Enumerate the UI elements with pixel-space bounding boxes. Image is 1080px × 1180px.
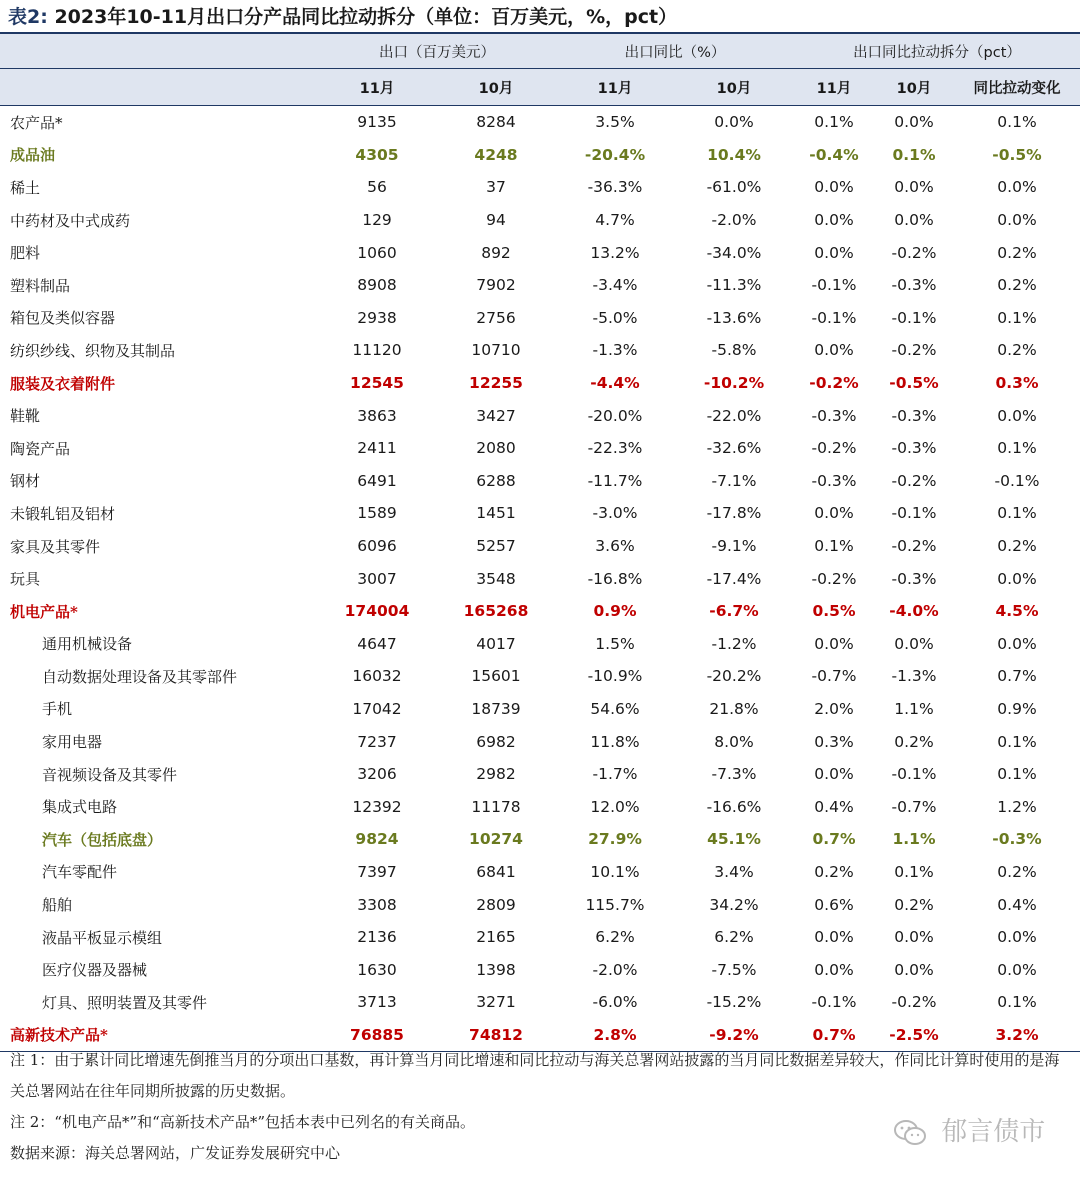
cell-value: 10274 (469, 830, 523, 849)
cell-value: 1.5% (595, 634, 635, 653)
table-row (0, 986, 1080, 1019)
cell-value: -5.0% (592, 308, 638, 327)
cell-value: 0.0% (997, 569, 1037, 588)
row-label: 家用电器 (42, 733, 103, 752)
row-label: 高新技术产品* (0, 1019, 318, 1052)
cell-value: 2165 (476, 928, 516, 947)
header-group-contribution: 出口同比拉动拆分（pct） (794, 34, 1080, 69)
cell-value: 2.8% (556, 1019, 674, 1052)
cell-value: 0.2% (997, 341, 1037, 360)
cell-value: 0.0% (894, 178, 934, 197)
table-row (0, 758, 1080, 791)
row-label: 集成式电路 (42, 798, 118, 817)
cell-value: -36.3% (587, 178, 643, 197)
cell-value: -6.0% (592, 993, 638, 1012)
row-label: 钢材 (10, 472, 41, 491)
cell-value: 4647 (357, 634, 397, 653)
cell-value: 174004 (344, 602, 410, 621)
cell-value: -4.0% (889, 602, 939, 621)
cell-value: 0.1% (997, 504, 1037, 523)
header-sub: 10月 (436, 69, 556, 106)
cell-value: 6.2% (595, 928, 635, 947)
cell-value: 0.0% (714, 113, 754, 132)
header-group-yoy: 出口同比（%） (556, 34, 794, 69)
cell-value: 4017 (476, 634, 516, 653)
table-row (0, 302, 1080, 335)
table-row (0, 367, 1080, 400)
table-row (0, 204, 1080, 237)
cell-value: -1.7% (592, 765, 638, 784)
cell-value: 0.1% (997, 308, 1037, 327)
cell-value: -1.2% (711, 634, 757, 653)
table-row (0, 269, 1080, 302)
cell-value: -2.0% (592, 960, 638, 979)
cell-value: -0.3% (891, 569, 937, 588)
cell-value: 0.7% (812, 830, 856, 849)
cell-value: 6096 (357, 537, 397, 556)
table-row (0, 465, 1080, 498)
cell-value: 3.2% (954, 1019, 1080, 1052)
cell-value: -9.2% (674, 1019, 794, 1052)
row-label: 肥料 (10, 244, 41, 263)
cell-value: 3548 (476, 569, 516, 588)
cell-value: 3427 (476, 406, 516, 425)
cell-value: 10.1% (590, 862, 640, 881)
cell-value: 17042 (352, 699, 402, 718)
row-label: 自动数据处理设备及其零部件 (42, 667, 238, 686)
table-title-text: 2023年10-11月出口分产品同比拉动拆分（单位：百万美元，%，pct） (54, 6, 678, 28)
cell-value: -2.5% (874, 1019, 954, 1052)
cell-value: 2136 (357, 928, 397, 947)
cell-value: 0.1% (997, 993, 1037, 1012)
cell-value: 165268 (463, 602, 529, 621)
table-number: 表2: (8, 6, 48, 28)
cell-value: 1589 (357, 504, 397, 523)
cell-value: -22.3% (587, 439, 643, 458)
cell-value: 11178 (471, 797, 521, 816)
table-row (0, 725, 1080, 758)
cell-value: -17.4% (706, 569, 762, 588)
table-row (0, 562, 1080, 595)
table-row (0, 628, 1080, 661)
cell-value: -0.2% (811, 439, 857, 458)
header-sub: 10月 (874, 69, 954, 106)
cell-value: -3.0% (592, 504, 638, 523)
cell-value: -0.1% (891, 504, 937, 523)
cell-value: 6491 (357, 471, 397, 490)
cell-value: 94 (486, 211, 506, 230)
cell-value: 1.2% (997, 797, 1037, 816)
cell-value: -0.3% (891, 406, 937, 425)
cell-value: -61.0% (706, 178, 762, 197)
cell-value: 45.1% (707, 830, 761, 849)
cell-value: 3.4% (714, 862, 754, 881)
row-label: 家具及其零件 (10, 537, 101, 556)
header-sub: 11月 (556, 69, 674, 106)
row-label: 汽车（包括底盘） (42, 830, 163, 849)
cell-value: -11.7% (587, 471, 643, 490)
cell-value: 0.0% (814, 960, 854, 979)
cell-value: -32.6% (706, 439, 762, 458)
cell-value: 0.7% (794, 1019, 874, 1052)
cell-value: 6.2% (714, 928, 754, 947)
cell-value: -20.2% (706, 667, 762, 686)
row-label: 服装及衣着附件 (10, 374, 116, 393)
cell-value: 2938 (357, 308, 397, 327)
note-1: 注 1：由于累计同比增速先倒推当月的分项出口基数，再计算当月同比增速和同比拉动与海关总署网站披露的当月同比数据差异较大，作同比计算时使用的是海关总署网站在往年同期所披露的历史数据。 (10, 1051, 1060, 1100)
cell-value: -22.0% (706, 406, 762, 425)
cell-value: -1.3% (592, 341, 638, 360)
cell-value: 3007 (357, 569, 397, 588)
cell-value: 74812 (436, 1019, 556, 1052)
header-blank (0, 34, 318, 69)
cell-value: -20.0% (587, 406, 643, 425)
cell-value: 27.9% (588, 830, 642, 849)
cell-value: -4.4% (590, 374, 640, 393)
row-label: 鞋靴 (10, 407, 41, 426)
cell-value: 21.8% (709, 699, 759, 718)
cell-value: 9824 (355, 830, 399, 849)
cell-value: 3271 (476, 993, 516, 1012)
cell-value: 3713 (357, 993, 397, 1012)
cell-value: -20.4% (584, 145, 646, 164)
header-blank (0, 69, 318, 106)
cell-value: -15.2% (706, 993, 762, 1012)
cell-value: 0.0% (814, 178, 854, 197)
cell-value: 6982 (476, 732, 516, 751)
cell-value: 0.2% (894, 895, 934, 914)
cell-value: 0.0% (997, 928, 1037, 947)
cell-value: -0.2% (891, 993, 937, 1012)
wechat-icon (893, 1119, 927, 1147)
table-row (0, 139, 1080, 172)
cell-value: 0.2% (997, 862, 1037, 881)
cell-value: 0.2% (997, 537, 1037, 556)
cell-value: 2756 (476, 308, 516, 327)
cell-value: -2.0% (711, 211, 757, 230)
data-source: 数据来源：海关总署网站，广发证券发展研究中心 (10, 1144, 341, 1162)
cell-value: -16.8% (587, 569, 643, 588)
cell-value: 54.6% (590, 699, 640, 718)
cell-value: 0.0% (997, 211, 1037, 230)
cell-value: -0.1% (811, 993, 857, 1012)
cell-value: 0.0% (894, 634, 934, 653)
cell-value: 0.0% (997, 406, 1037, 425)
cell-value: -0.7% (811, 667, 857, 686)
cell-value: -0.5% (992, 145, 1042, 164)
cell-value: -7.5% (711, 960, 757, 979)
cell-value: 12392 (352, 797, 402, 816)
cell-value: 15601 (471, 667, 521, 686)
cell-value: 6841 (476, 862, 516, 881)
row-label: 陶瓷产品 (10, 439, 71, 458)
cell-value: -6.7% (709, 602, 759, 621)
cell-value: 9135 (357, 113, 397, 132)
cell-value: -0.2% (891, 471, 937, 490)
cell-value: 0.0% (814, 211, 854, 230)
row-label: 玩具 (10, 570, 41, 589)
cell-value: -0.1% (891, 765, 937, 784)
cell-value: 8908 (357, 276, 397, 295)
cell-value: 11.8% (590, 732, 640, 751)
cell-value: 3308 (357, 895, 397, 914)
table-row (0, 823, 1080, 856)
row-label: 未锻轧铝及铝材 (10, 504, 116, 523)
cell-value: 4.7% (595, 211, 635, 230)
cell-value: 2411 (357, 439, 397, 458)
cell-value: 8.0% (714, 732, 754, 751)
cell-value: 12255 (469, 374, 523, 393)
cell-value: 0.1% (892, 145, 936, 164)
cell-value: 1.1% (892, 830, 936, 849)
row-label: 灯具、照明装置及其零件 (42, 993, 208, 1012)
row-label: 汽车零配件 (42, 863, 118, 882)
row-label: 稀土 (10, 178, 41, 197)
cell-value: 10.4% (707, 145, 761, 164)
table-row (0, 921, 1080, 954)
table-row (0, 334, 1080, 367)
cell-value: 0.1% (997, 113, 1037, 132)
row-label: 音视频设备及其零件 (42, 765, 178, 784)
cell-value: -0.3% (811, 406, 857, 425)
cell-value: 3.6% (595, 537, 635, 556)
cell-value: 10710 (471, 341, 521, 360)
cell-value: 892 (481, 243, 511, 262)
table-row (0, 432, 1080, 465)
cell-value: 2080 (476, 439, 516, 458)
row-label: 农产品* (10, 113, 63, 132)
cell-value: -0.1% (994, 471, 1040, 490)
cell-value: 3.5% (595, 113, 635, 132)
cell-value: 0.0% (997, 960, 1037, 979)
cell-value: 0.3% (995, 374, 1039, 393)
cell-value: 13.2% (590, 243, 640, 262)
cell-value: 0.1% (997, 765, 1037, 784)
table-row (0, 106, 1080, 139)
cell-value: 0.9% (997, 699, 1037, 718)
cell-value: -34.0% (706, 243, 762, 262)
cell-value: 0.3% (814, 732, 854, 751)
cell-value: -0.3% (891, 439, 937, 458)
cell-value: -3.4% (592, 276, 638, 295)
cell-value: 0.0% (894, 211, 934, 230)
header-sub: 11月 (318, 69, 436, 106)
row-label: 医疗仪器及器械 (42, 961, 148, 980)
cell-value: -10.9% (587, 667, 643, 686)
cell-value: 0.2% (997, 243, 1037, 262)
cell-value: 4305 (355, 145, 399, 164)
cell-value: 0.6% (814, 895, 854, 914)
cell-value: 1451 (476, 504, 516, 523)
header-sub: 11月 (794, 69, 874, 106)
cell-value: 0.0% (814, 634, 854, 653)
cell-value: -0.2% (891, 243, 937, 262)
cell-value: 34.2% (709, 895, 759, 914)
cell-value: 18739 (471, 699, 521, 718)
cell-value: 12545 (350, 374, 404, 393)
header-sub-row (0, 69, 1080, 106)
header-sub: 同比拉动变化 (954, 69, 1080, 106)
cell-value: 115.7% (585, 895, 645, 914)
cell-value: 129 (362, 211, 392, 230)
cell-value: 0.0% (894, 113, 934, 132)
cell-value: -0.7% (891, 797, 937, 816)
table-row (0, 693, 1080, 726)
cell-value: -0.2% (811, 569, 857, 588)
row-label: 箱包及类似容器 (10, 309, 116, 328)
header-sub: 10月 (674, 69, 794, 106)
cell-value: 0.0% (814, 504, 854, 523)
cell-value: -0.3% (891, 276, 937, 295)
cell-value: 37 (486, 178, 506, 197)
row-label: 手机 (42, 700, 73, 719)
cell-value: -0.4% (809, 145, 859, 164)
cell-value: 0.0% (997, 178, 1037, 197)
cell-value: -0.2% (891, 341, 937, 360)
cell-value: -5.8% (711, 341, 757, 360)
cell-value: -0.5% (889, 374, 939, 393)
table-row (0, 856, 1080, 889)
cell-value: 2.0% (814, 699, 854, 718)
table-row (0, 399, 1080, 432)
cell-value: 76885 (318, 1019, 436, 1052)
cell-value: 0.2% (814, 862, 854, 881)
cell-value: 1.1% (894, 699, 934, 718)
cell-value: -17.8% (706, 504, 762, 523)
table-row (0, 953, 1080, 986)
row-label: 纺织纱线、织物及其制品 (10, 341, 176, 360)
cell-value: 3863 (357, 406, 397, 425)
cell-value: -0.3% (811, 471, 857, 490)
cell-value: 0.0% (814, 243, 854, 262)
row-label: 成品油 (10, 146, 56, 165)
watermark-text: 郁言债市 (941, 1117, 1046, 1147)
cell-value: 0.1% (997, 439, 1037, 458)
cell-value: 12.0% (590, 797, 640, 816)
cell-value: 0.0% (814, 341, 854, 360)
cell-value: 0.1% (894, 862, 934, 881)
export-table (0, 34, 1080, 1052)
table-row (0, 660, 1080, 693)
row-label: 船舶 (42, 896, 73, 915)
cell-value: -0.2% (891, 537, 937, 556)
cell-value: 0.7% (997, 667, 1037, 686)
cell-value: 0.0% (814, 928, 854, 947)
cell-value: 7902 (476, 276, 516, 295)
table-row (0, 497, 1080, 530)
cell-value: 7397 (357, 862, 397, 881)
row-label: 液晶平板显示模组 (42, 928, 163, 947)
cell-value: 0.1% (814, 113, 854, 132)
table-row (0, 595, 1080, 628)
cell-value: -13.6% (706, 308, 762, 327)
cell-value: 3206 (357, 765, 397, 784)
cell-value: 1060 (357, 243, 397, 262)
cell-value: 4.5% (995, 602, 1039, 621)
cell-value: 0.9% (593, 602, 637, 621)
cell-value: 0.0% (894, 960, 934, 979)
cell-value: 6288 (476, 471, 516, 490)
table-row (0, 236, 1080, 269)
cell-value: 2809 (476, 895, 516, 914)
cell-value: 0.0% (894, 928, 934, 947)
cell-value: 0.2% (894, 732, 934, 751)
cell-value: 0.0% (814, 765, 854, 784)
header-group-export: 出口（百万美元） (318, 34, 556, 69)
cell-value: 2982 (476, 765, 516, 784)
cell-value: 0.1% (997, 732, 1037, 751)
cell-value: 4248 (474, 145, 518, 164)
row-label: 通用机械设备 (42, 635, 133, 654)
cell-value: 11120 (352, 341, 402, 360)
cell-value: 0.5% (812, 602, 856, 621)
cell-value: -0.2% (809, 374, 859, 393)
header-group-row (0, 34, 1080, 69)
cell-value: -9.1% (711, 537, 757, 556)
table-row (0, 790, 1080, 823)
cell-value: 0.2% (997, 276, 1037, 295)
cell-value: 16032 (352, 667, 402, 686)
table-row (0, 888, 1080, 921)
cell-value: -7.3% (711, 765, 757, 784)
cell-value: -0.3% (992, 830, 1042, 849)
cell-value: 0.0% (997, 634, 1037, 653)
cell-value: -16.6% (706, 797, 762, 816)
cell-value: 0.4% (997, 895, 1037, 914)
cell-value: -1.3% (891, 667, 937, 686)
cell-value: 5257 (476, 537, 516, 556)
cell-value: 7237 (357, 732, 397, 751)
cell-value: -0.1% (811, 308, 857, 327)
row-label: 塑料制品 (10, 276, 71, 295)
cell-value: -0.1% (811, 276, 857, 295)
row-label: 中药材及中式成药 (10, 211, 131, 230)
table-row (0, 171, 1080, 204)
cell-value: 1630 (357, 960, 397, 979)
cell-value: -11.3% (706, 276, 762, 295)
cell-value: 56 (367, 178, 387, 197)
table-title (0, 0, 1080, 34)
row-label: 机电产品* (10, 602, 78, 621)
cell-value: -10.2% (703, 374, 765, 393)
table-row (0, 530, 1080, 563)
watermark (893, 1112, 1073, 1152)
cell-value: -0.1% (891, 308, 937, 327)
cell-value: 0.1% (814, 537, 854, 556)
note-2: 注 2：“机电产品*”和“高新技术产品*”包括本表中已列名的有关商品。 (10, 1113, 475, 1131)
cell-value: 8284 (476, 113, 516, 132)
cell-value: -7.1% (711, 471, 757, 490)
cell-value: 0.4% (814, 797, 854, 816)
cell-value: 1398 (476, 960, 516, 979)
